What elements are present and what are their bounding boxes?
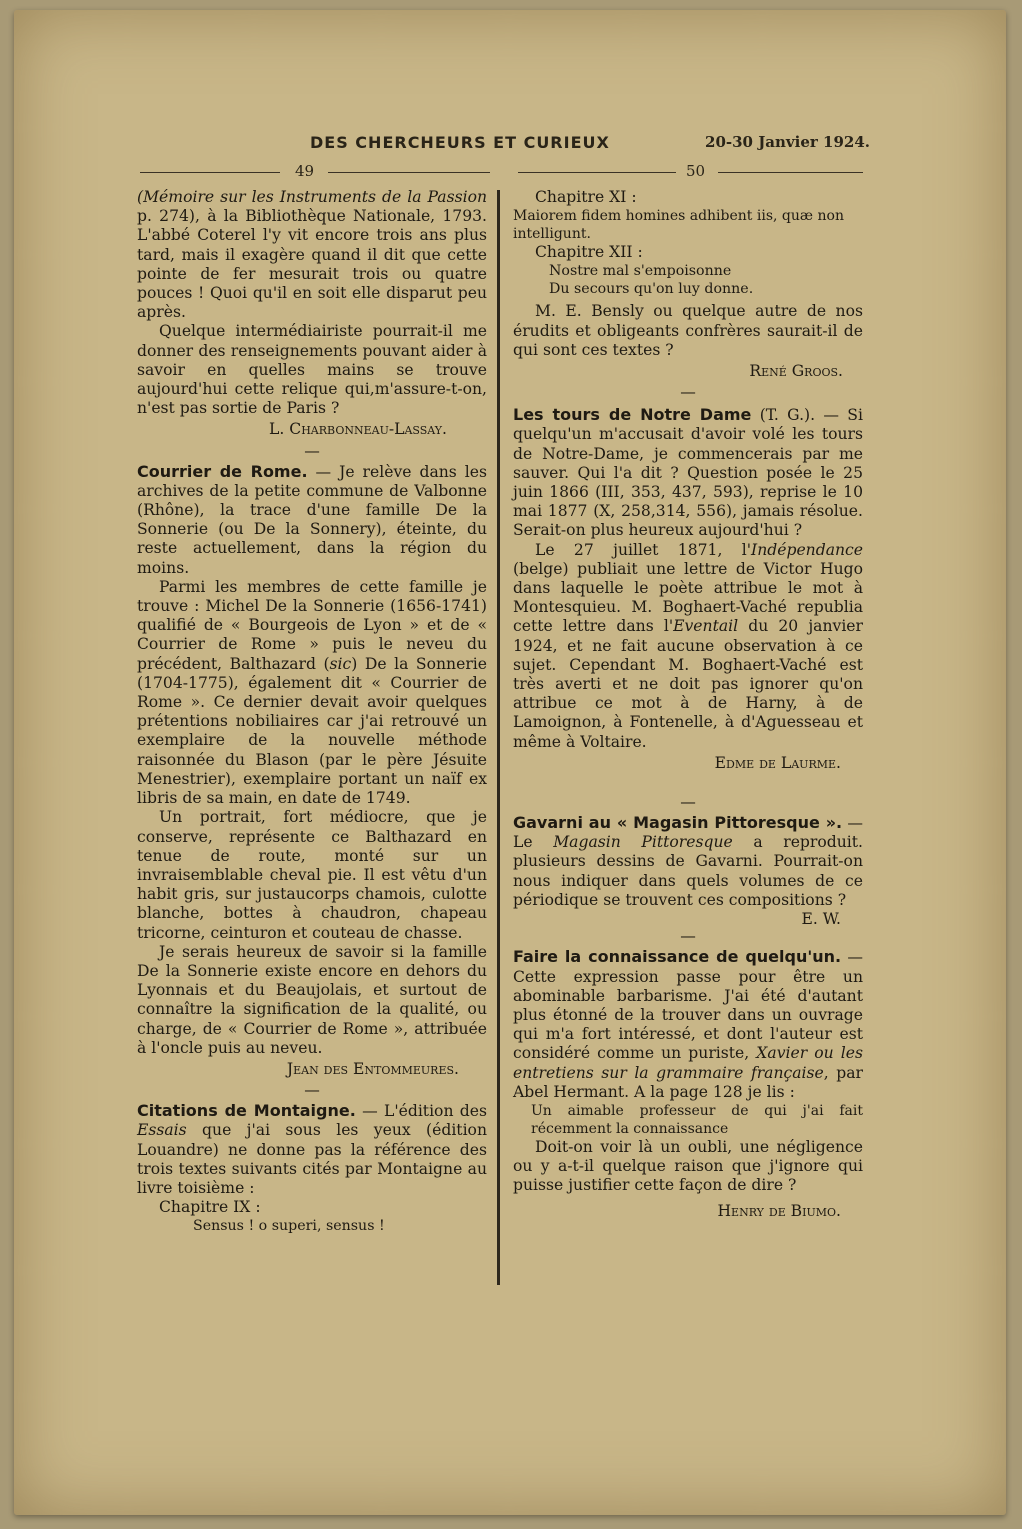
paragraph-text: — Je relève dans les archives de la petite commune de Valbonne (Rhône), la trace d'une famille De la Sonnerie (ou De la Sonnery), éteinte, du reste actuellement, dans la région du moins. — [137, 462, 487, 577]
paragraph-text: a reproduit. plusieurs dessins de Gavarni. Pourrait-on nous indiquer dans quels volumes de ce périodique se trouvent ces compositions ? — [513, 833, 863, 909]
header-rule-left — [140, 172, 280, 173]
paragraph-text: — Cette expression passe pour être un abominable barbarisme. J'ai été d'autant plus étonné de la trouver dans un ouvrage qui m'a fort intéressé, et dont l'auteur est considéré comme un puriste, — [513, 948, 863, 1063]
chapter-label: Chapitre XI : — [535, 188, 637, 206]
paragraph-portrait: Un portrait, fort médiocre, que je conserve, représente ce Balthazard en tenue de route, monté sur un invraisemblable cheval pie. Il est vêtu d'un habit gris, sur justaucorps chamois, culotte blanche, bottes à chaudron, chapeau tricorne, ceinturon et couteau de chasse. — [137, 808, 487, 942]
page-number-left: 49 — [295, 162, 315, 180]
paragraph-text: — Le — [513, 814, 863, 852]
section-separator: — — [680, 927, 696, 946]
section-separator: — — [680, 383, 696, 402]
section-separator: — — [680, 793, 696, 812]
signature-biumo: Henry de Biumo. — [717, 1201, 841, 1220]
paragraph-question: Je serais heureux de savoir si la famille De la Sonnerie existe encore en dehors du Lyonnais et du Beaujolais, et surtout de connaître la signification de la qualité, ou charge, de « Courrier de Rome », attribuée à l'oncle puis au neveu. — [137, 942, 487, 1057]
quoted-passage: Un aimable professeur de qui j'ai fait récemment la connaissance — [531, 1102, 863, 1137]
article-heading: Citations de Montaigne. — [137, 1101, 356, 1121]
italic-magasin: Magasin Pittoresque — [553, 833, 733, 852]
article-gavarni — [513, 813, 863, 929]
italic-eventail: Eventail — [673, 617, 739, 636]
article-heading: Courrier de Rome. — [137, 461, 308, 481]
paragraph-question: Doit-on voir là un oubli, une négligence ou y a-t-il quelque raison que j'ignore qui puisse justifier cette façon de dire ? — [513, 1137, 863, 1195]
page-number-right: 50 — [686, 162, 706, 180]
verse-line: Nostre mal s'empoisonne — [549, 263, 732, 280]
signature-groos: René Groos. — [749, 362, 843, 381]
article-tours — [513, 405, 863, 540]
signature-laurme: Edme de Laurme. — [714, 753, 841, 772]
issue-date: 20-30 Janvier 1924. — [705, 133, 870, 151]
section-separator: — — [304, 441, 320, 460]
paragraph-memoire — [137, 188, 487, 322]
signature-ew: E. W. — [801, 910, 841, 929]
paragraph-hugo — [513, 541, 863, 752]
running-header — [310, 133, 870, 159]
left-column — [137, 188, 487, 1235]
paragraph-text: , par Abel Hermant. A la page 128 je lis : — [513, 1063, 863, 1101]
spacer — [513, 773, 863, 791]
italic-title: (Mémoire sur les Instruments de la Passion — [137, 188, 487, 206]
paragraph-text: (belge) publiait une lettre de Victor Hugo dans laquelle le poète attribue le mot à Montesquieu. M. Boghaert-Vaché republia cette lettre dans l' — [513, 559, 863, 636]
column-divider — [497, 190, 500, 1285]
paragraph-text: du 20 janvier 1924, et ne fait aucune observation à ce sujet. Cependant M. Boghaert-Vaché est très averti et ne doit pas ignorer qu'on attribue ce mot à de Harny, à de Lamoignon, à Fontenelle, à d'Aguesseau et même à Voltaire. — [513, 617, 863, 751]
italic-sic: sic — [329, 654, 352, 673]
paragraph-text: — Si quelqu'un m'accusait d'avoir volé les tours de Notre-Dame, je commencerais par me sauver. Qui l'a dit ? Question posée le 25 juin 1866 (III, 353, 437, 593), reprise le 10 mai 1877 (X, 258,314, 556), jamais résolue. Serait-on plus heureux aujourd'hui ? — [513, 406, 863, 540]
paragraph-membres — [137, 578, 487, 808]
paragraph-text: — L'édition des — [362, 1102, 487, 1121]
article-heading: Les tours de Notre Dame — [513, 405, 752, 425]
paragraph-text: p. 274), à la Bibliothèque Nationale, 1793. L'abbé Coterel l'y vit encore trois ans plus tard, mais il exagère quand il dit que cette pointe de fer mesurait trois ou quatre pouces ! Quoi qu'il en soit elle disparut peu après. — [137, 207, 487, 322]
latin-quote: Maiorem fidem homines adhibent iis, quæ non intelligunt. — [513, 208, 844, 243]
header-rule-right — [718, 172, 863, 173]
italic-essais: Essais — [137, 1121, 187, 1140]
chapter-label: Chapitre IX : — [159, 1198, 261, 1217]
article-tag: (T. G.). — [751, 406, 816, 425]
verse-line: Du secours qu'on luy donne. — [549, 281, 754, 298]
paragraph-bensly: M. E. Bensly ou quelque autre de nos érudits et obligeants confrères saurait-il de qui sont ces textes ? — [513, 302, 863, 359]
header-rule-center-left — [328, 172, 490, 173]
section-separator: — — [304, 1081, 320, 1100]
header-rule-center-right — [518, 172, 676, 173]
article-heading: Gavarni au « Magasin Pittoresque ». — [513, 813, 843, 833]
article-heading: Faire la connaissance de quelqu'un. — [513, 947, 842, 967]
article-faire — [513, 947, 863, 1102]
latin-quote: Sensus ! o superi, sensus ! — [193, 1218, 385, 1235]
article-courrier — [137, 462, 487, 578]
article-citations — [137, 1101, 487, 1198]
paragraph-text: Parmi les membres de cette famille je trouve : Michel De la Sonnerie (1656-1741) qualifié de « Bourgeois de Lyon » et de « Courrier de Rome » puis le neveu du précédent, Balthazard ( — [137, 577, 487, 673]
signature-entommeures: Jean des Entommeures. — [286, 1059, 459, 1078]
paragraph-question: Quelque intermédiairiste pourrait-il me donner des renseignements pouvant aider à savoir en quelles mains se trouve aujourd'hui cette relique qui,m'assure-t-on, n'est pas sortie de Paris ? — [137, 322, 487, 418]
paragraph-text: que j'ai sous les yeux (édition Louandre) ne donne pas la référence des trois textes suivants cités par Montaigne au livre toisième : — [137, 1121, 487, 1197]
signature-charbonneau: L. Charbonneau-Lassay. — [269, 420, 447, 439]
paragraph-text: Le 27 juillet 1871, l' — [535, 540, 752, 559]
chapter-label: Chapitre XII : — [535, 243, 643, 262]
journal-title: DES CHERCHEURS ET CURIEUX — [310, 133, 610, 152]
right-column — [513, 188, 863, 1221]
italic-xavier: Xavier ou les entretiens sur la grammaire française — [513, 1044, 863, 1082]
italic-independance: Indépendance — [751, 540, 863, 559]
paragraph-text: ) De la Sonnerie (1704-1775), également dit « Courrier de Rome ». Ce dernier devait avoir quelques prétentions nobiliaires car j'ai retrouvé un exemplaire de la nouvelle méthode raisonnée du Blason (par le père Jésuite Menestrier), exemplaire portant un naïf ex libris de sa main, en date de 1749. — [137, 654, 487, 808]
